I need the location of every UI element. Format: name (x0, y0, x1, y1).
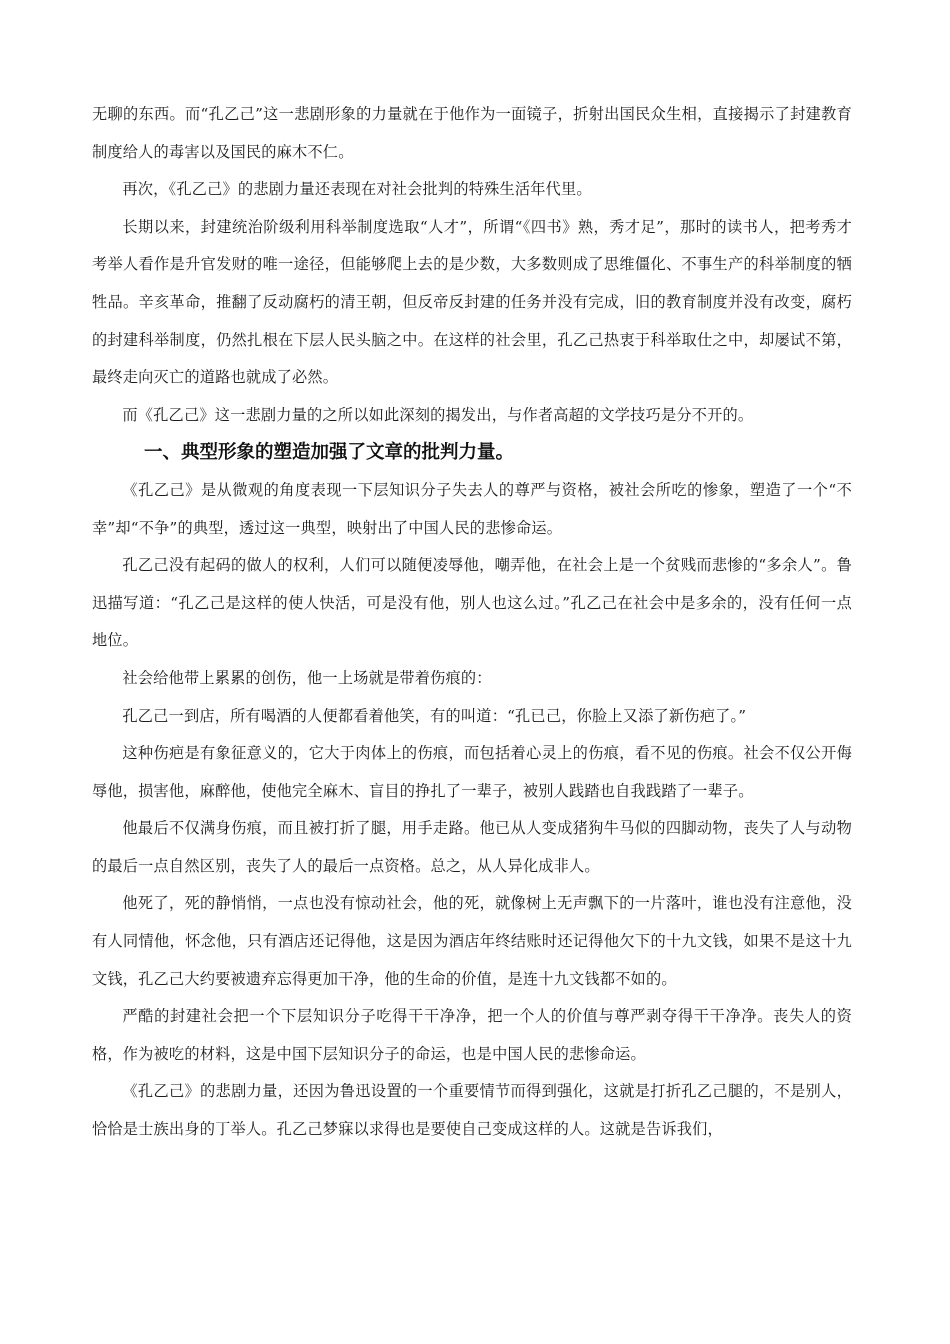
paragraph: 长期以来，封建统治阶级利用科举制度选取“人才”，所谓“《四书》熟，秀才足”，那时的读书人，把考秀才考举人看作是升官发财的唯一途径，但能够爬上去的是少数，大多数则成了思维僵化、不事生产的科举制度的牺牲品。辛亥革命，推翻了反动腐朽的清王朝，但反帝反封建的任务并没有完成，旧的教育制度并没有改变，腐朽的封建科举制度，仍然扎根在下层人民头脑之中。在这样的社会里，孔乙己热衷于科举取仕之中，却屡试不第，最终走向灭亡的道路也就成了必然。 (92, 217, 852, 387)
paragraph: 无聊的东西。而“孔乙己”这一悲剧形象的力量就在于他作为一面镜子，折射出国民众生相，直接揭示了封建教育制度给人的毒害以及国民的麻木不仁。 (92, 105, 852, 161)
paragraph: 他死了，死的静悄悄，一点也没有惊动社会，他的死，就像树上无声飘下的一片落叶，谁也没有注意他，没有人同情他，怀念他，只有酒店还记得他，这是因为酒店年终结账时还记得他欠下的十九文钱，如果不是这十九文钱，孔乙己大约要被遗弃忘得更加干净，他的生命的价值，是连十九文钱都不如的。 (92, 894, 852, 988)
paragraph: 社会给他带上累累的创伤，他一上场就是带着伤痕的： (122, 668, 492, 687)
section-heading: 一、典型形象的塑造加强了文章的批判力量。 (144, 442, 515, 464)
paragraph: 而《孔乙己》这一悲剧力量的之所以如此深刻的揭发出，与作者高超的文学技巧是分不开的。 (122, 405, 754, 424)
paragraph: 《孔乙己》是从微观的角度表现一下层知识分子失去人的尊严与资格，被社会所吃的惨象，塑造了一个“不幸”却“不争”的典型，透过这一典型，映射出了中国人民的悲惨命运。 (92, 480, 852, 537)
paragraph: 他最后不仅满身伤痕，而且被打折了腿，用手走路。他已从人变成猪狗牛马似的四脚动物，丧失了人与动物的最后一点自然区别，丧失了人的最后一点资格。总之，从人异化成非人。 (92, 819, 852, 875)
document-page (92, 96, 852, 1149)
paragraph: 孔乙己一到店，所有喝酒的人便都看着他笑，有的叫道：“孔已己，你脸上又添了新伤疤了。” (122, 706, 747, 725)
paragraph: 《孔乙己》的悲剧力量，还因为鲁迅设置的一个重要情节而得到强化，这就是打折孔乙己腿的，不是别人，恰恰是士族出身的丁举人。孔乙己梦寐以求得也是要使自己变成这样的人。这就是告诉我们， (92, 1082, 852, 1139)
paragraph: 孔乙己没有起码的做人的权利，人们可以随便凌辱他，嘲弄他，在社会上是一个贫贱而悲惨的“多余人”。鲁迅描写道：“孔乙己是这样的使人快活，可是没有他，别人也这么过。”孔乙己在社会中是多余的，没有任何一点地位。 (92, 556, 852, 650)
paragraph: 严酷的封建社会把一个下层知识分子吃得干干净净，把一个人的价值与尊严剥夺得干干净净。丧失人的资格，作为被吃的材料，这是中国下层知识分子的命运，也是中国人民的悲惨命运。 (92, 1007, 852, 1063)
paragraph: 再次，《孔乙己》的悲剧力量还表现在对社会批判的特殊生活年代里。 (122, 180, 592, 199)
paragraph: 这种伤疤是有象征意义的，它大于肉体上的伤痕，而包括着心灵上的伤痕，看不见的伤痕。社会不仅公开侮辱他，损害他，麻醉他，使他完全麻木、盲目的挣扎了一辈子，被别人践踏也自我践踏了一辈子。 (92, 744, 852, 800)
